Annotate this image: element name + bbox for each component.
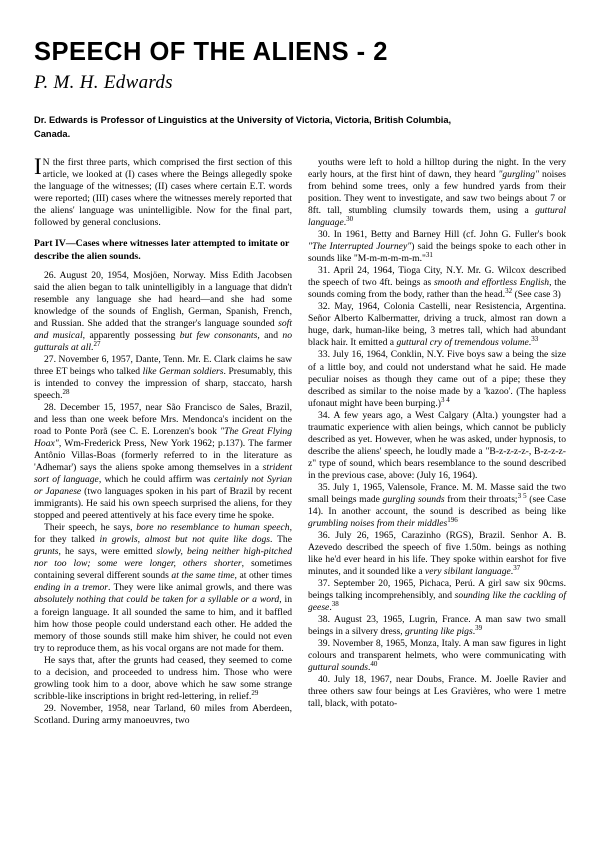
- body-paragraph: 31. April 24, 1964, Tioga City, N.Y. Mr. G. Wilcox described the speech of two 4ft. beings as smooth and effortless English, the sounds coming from the body, rather than the head.$^{32}$ (See case 3): [308, 265, 566, 301]
- intro-text: N the first three parts, which comprised the first section of this article, we looked at (I) cases where the Beings allegedly spoke the language of the witnesses; (II) cases where certain E.T. words were reported; (III) cases where the witnesses merely reported that the aliens' language was unintelligible. Now for the final part, followed by general conclusions.: [34, 156, 292, 229]
- body-paragraph: 35. July 1, 1965, Valensole, France. M. M. Masse said the two small beings made gurgling sounds from their throats;$^{3 5}$ (see Case 14). In another account, the sound is described as being like grumbling noises from their middles$^{196}$: [308, 481, 567, 529]
- body-paragraph: Their speech, he says, bore no resemblance to human speech, for they talked in growls, almost but not quite like dogs. The grunts, he says, were emitted slowly, being neither high-pitched nor too low; some were longer, others shorter, sometimes containing several different sounds at the same time, at other times ending in a tremor. They were like animal growls, and there was absolutely nothing that could be taken for a syllable or a word, in a foreign language. It all sounded the same to him, and it baffled him how those people could understand each other. He added the memory of those sounds still make him shiver, he could not even try to reproduce them, as his vocal organs are not made for them.: [34, 522, 293, 654]
- right-column-paragraphs: [308, 157, 566, 710]
- author-affiliation: Dr. Edwards is Professor of Linguistics at the University of Victoria, Victoria, British Columbia, Canada.: [34, 115, 452, 139]
- body-paragraph: 30. In 1961, Betty and Barney Hill (cf. John G. Fuller's book "The Interrupted Journey") said the beings spoke to each other in sounds like "M-m-m-m-m-m."$^{31}$: [308, 229, 566, 265]
- section-subheading: Part IV—Cases where witnesses later attempted to imitate or describe the alien sounds.: [34, 238, 290, 262]
- body-paragraph: 26. August 20, 1954, Mosjöen, Norway. Miss Edith Jacobsen said the alien began to talk unintelligibly in a language that didn't resemble any language she had heard—and she had some knowledge of the sounds of English, German, Spanish, French, and Russian. She added that the stranger's language sounded soft and musical, apparently possessing but few consonants, and no gutturals at all.$^{27}$: [34, 269, 292, 353]
- body-paragraph: 32. May, 1964, Colonia Castelli, near Resistencia, Argentina. Señor Alberto Kalbermatter, driving a truck, almost ran down a huge, dark, human-like being, 3 metres tall, which had abundant black hair. It emitted a guttural cry of tremendous volume.$^{33}$: [308, 301, 566, 349]
- left-column: [34, 153, 293, 727]
- article-body: [34, 153, 567, 727]
- body-paragraph: 39. November 8, 1965, Monza, Italy. A man saw figures in light colours and transparent helmets, who were communicating with guttural sounds.$^{40}$: [308, 638, 566, 674]
- page-title: SPEECH OF THE ALIENS - 2: [34, 38, 388, 66]
- body-paragraph: 40. July 18, 1967, near Doubs, France. M. Joelle Ravier and three others saw four beings at Les Gravières, who were 1 metre tall, black, with potato-: [308, 674, 566, 710]
- body-paragraph: 28. December 15, 1957, near São Francisco de Sales, Brazil, and less than one week before Mrs. Mendonca's incident on the road to Ponte Porã (see C. E. Lorenzen's book "The Great Flying Hoax", Wm-Frederick Press, New York 1962; p.137). The farmer Antônio Villas-Boas (formerly referred to in the literature as 'Adhemar') says the aliens spoke among themselves in a strident sort of language, which he could affirm was certainly not Syrian or Japanese (two languages spoken in his part of Brazil by recent immigrants). He said his own speech surprised the aliens, for they stopped and peered attentively at his face every time he spoke.: [34, 401, 292, 522]
- body-paragraph: 27. November 6, 1957, Dante, Tenn. Mr. E. Clark claims he saw three ET beings who talked like German soldiers. Presumably, this is intended to convey the impression of sharp, staccato, harsh speech.$^{28}$: [34, 353, 292, 401]
- right-column: [308, 157, 566, 710]
- body-paragraph: 33. July 16, 1964, Conklin, N.Y. Five boys saw a being the size of a little boy, and could not understand what he said. He made peculiar noises as though they came out of a pipe; these they described as similar to the noise made by a 'kazoo'. (The hapless ufonaut might have been burping.)$^{3 4}$: [308, 349, 566, 409]
- body-paragraph: 34. A few years ago, a West Calgary (Alta.) youngster had a traumatic experience with alien beings, which cannot be publicly described as yet. However, when he was asked, under hypnosis, to describe the aliens' speech, he loudly made a "B-z-z-z-z-, B-z-z-z-z" type of sound, which bears resemblance to the sound described in the previous case, above: (July 16, 1964).: [308, 409, 566, 481]
- body-paragraph: youths were left to hold a hilltop during the night. In the very early hours, at the first hint of dawn, they heard "gurgling" noises from behind some trees, only a few hundred yards from their position. They went to investigate, and saw two beings about 7 or 8ft. tall, stumbling clumsily towards them, using a guttural language.$^{30}$: [308, 156, 567, 229]
- drop-cap: I: [34, 153, 42, 179]
- body-paragraph: 37. September 20, 1965, Pichaca, Perú. A girl saw six 90cms. beings talking incomprehensibly, and sounding like the cackling of geese.$^{38}$: [308, 578, 566, 614]
- body-paragraph: 38. August 23, 1965, Lugrin, France. A man saw two small beings in a silvery dress, grunting like pigs.$^{39}$: [308, 614, 566, 638]
- left-column-paragraphs: [34, 270, 292, 727]
- body-paragraph: 29. November, 1958, near Tarland, 60 miles from Aberdeen, Scotland. During army manoeuvres, two: [34, 702, 292, 726]
- body-paragraph: 36. July 26, 1965, Carazinho (RGS), Brazil. Senhor A. B. Azevedo described the speech of five 1.50m. beings as nothing like he'd ever heard in his life. They spoke within earshot for five minutes, and it sounded like a very sibilant language.$^{37}$: [308, 529, 566, 578]
- author-name: P. M. H. Edwards: [34, 72, 173, 94]
- intro-paragraph: [34, 153, 292, 229]
- body-paragraph: He says that, after the grunts had ceased, they seemed to come to a decision, and proceeded to undress him. Those who were growling took him to a door, above which he saw some strange scribble-like inscriptions in bright red-lettering, in relief.$^{29}$: [34, 654, 292, 702]
